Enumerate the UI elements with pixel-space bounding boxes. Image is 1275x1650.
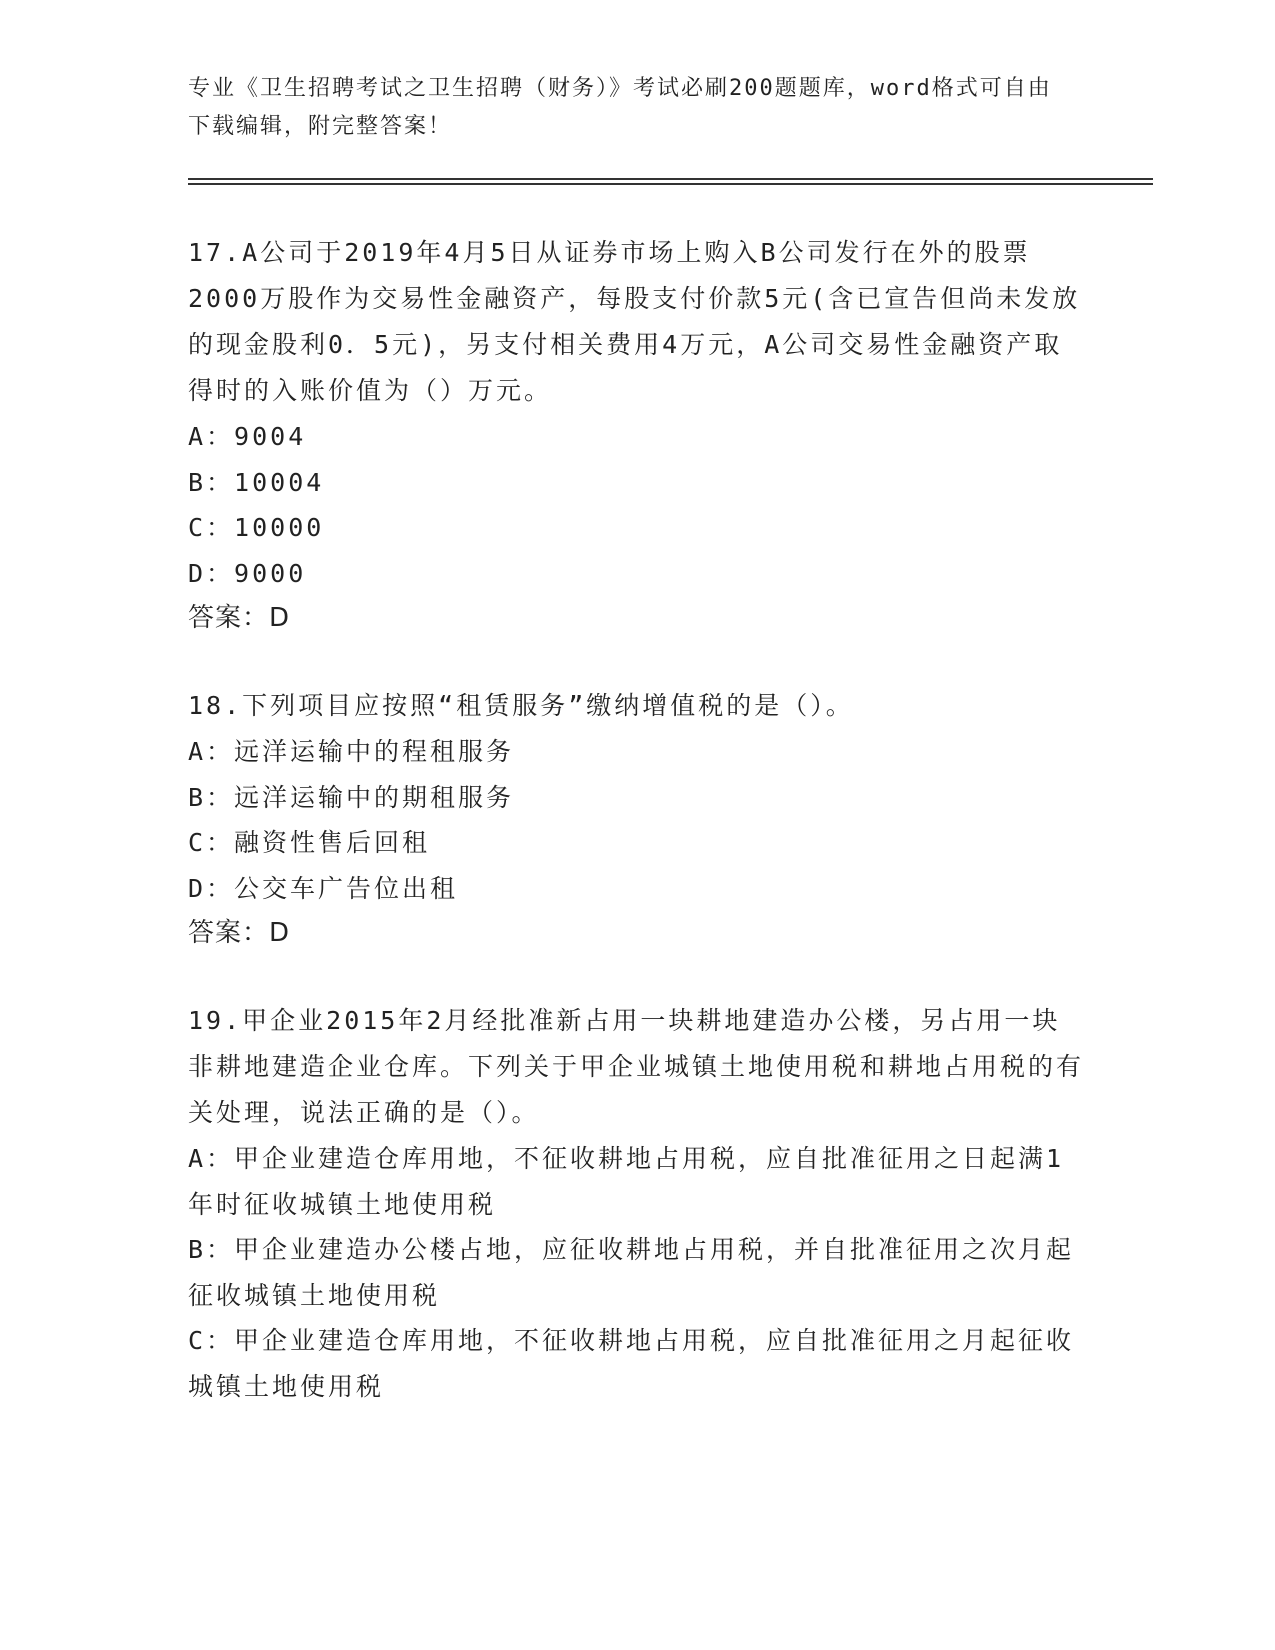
- option-d: D：9000: [188, 558, 307, 588]
- header-divider-second: [188, 183, 1153, 185]
- option-b: B：远洋运输中的期租服务: [188, 782, 515, 812]
- question-17: [188, 230, 1088, 641]
- question-stem: 18.下列项目应按照“租赁服务”缴纳增值税的是（）。: [188, 691, 854, 720]
- question-18: [188, 683, 1088, 956]
- document-header: 专业《卫生招聘考试之卫生招聘（财务）》考试必刷200题题库，word格式可自由下载编辑，附完整答案！: [188, 76, 1052, 139]
- option-d: D：公交车广告位出租: [188, 873, 459, 903]
- option-c: C：10000: [188, 513, 325, 542]
- answer: 答案：D: [188, 603, 291, 633]
- option-a: A：9004: [188, 422, 307, 451]
- answer: 答案：D: [188, 918, 291, 948]
- option-a: A：甲企业建造仓库用地，不征收耕地占用税，应自批准征用之日起满1年时征收城镇土地使用税: [188, 1144, 1065, 1219]
- option-b: B：10004: [188, 467, 325, 497]
- question-stem: 19.甲企业2015年2月经批准新占用一块耕地建造办公楼，另占用一块非耕地建造企业仓库。下列关于甲企业城镇土地使用税和耕地占用税的有关处理，说法正确的是（）。: [188, 1006, 1085, 1127]
- option-b: B：甲企业建造办公楼占地，应征收耕地占用税，并自批准征用之次月起征收城镇土地使用税: [188, 1235, 1075, 1310]
- question-19: [188, 998, 1088, 1409]
- question-stem: 17.A公司于2019年4月5日从证券市场上购入B公司发行在外的股票2000万股作为交易性金融资产，每股支付价款5元(含已宣告但尚未发放的现金股利0．5元)，另支付相关费用4万元，A公司交易性金融资产取得时的入账价值为（）万元。: [188, 238, 1081, 405]
- option-c: C：甲企业建造仓库用地，不征收耕地占用税，应自批准征用之月起征收城镇土地使用税: [188, 1326, 1075, 1401]
- header-divider: [188, 178, 1153, 180]
- option-a: A：远洋运输中的程租服务: [188, 737, 515, 766]
- question-list: [188, 230, 1088, 1451]
- option-c: C：融资性售后回租: [188, 828, 431, 857]
